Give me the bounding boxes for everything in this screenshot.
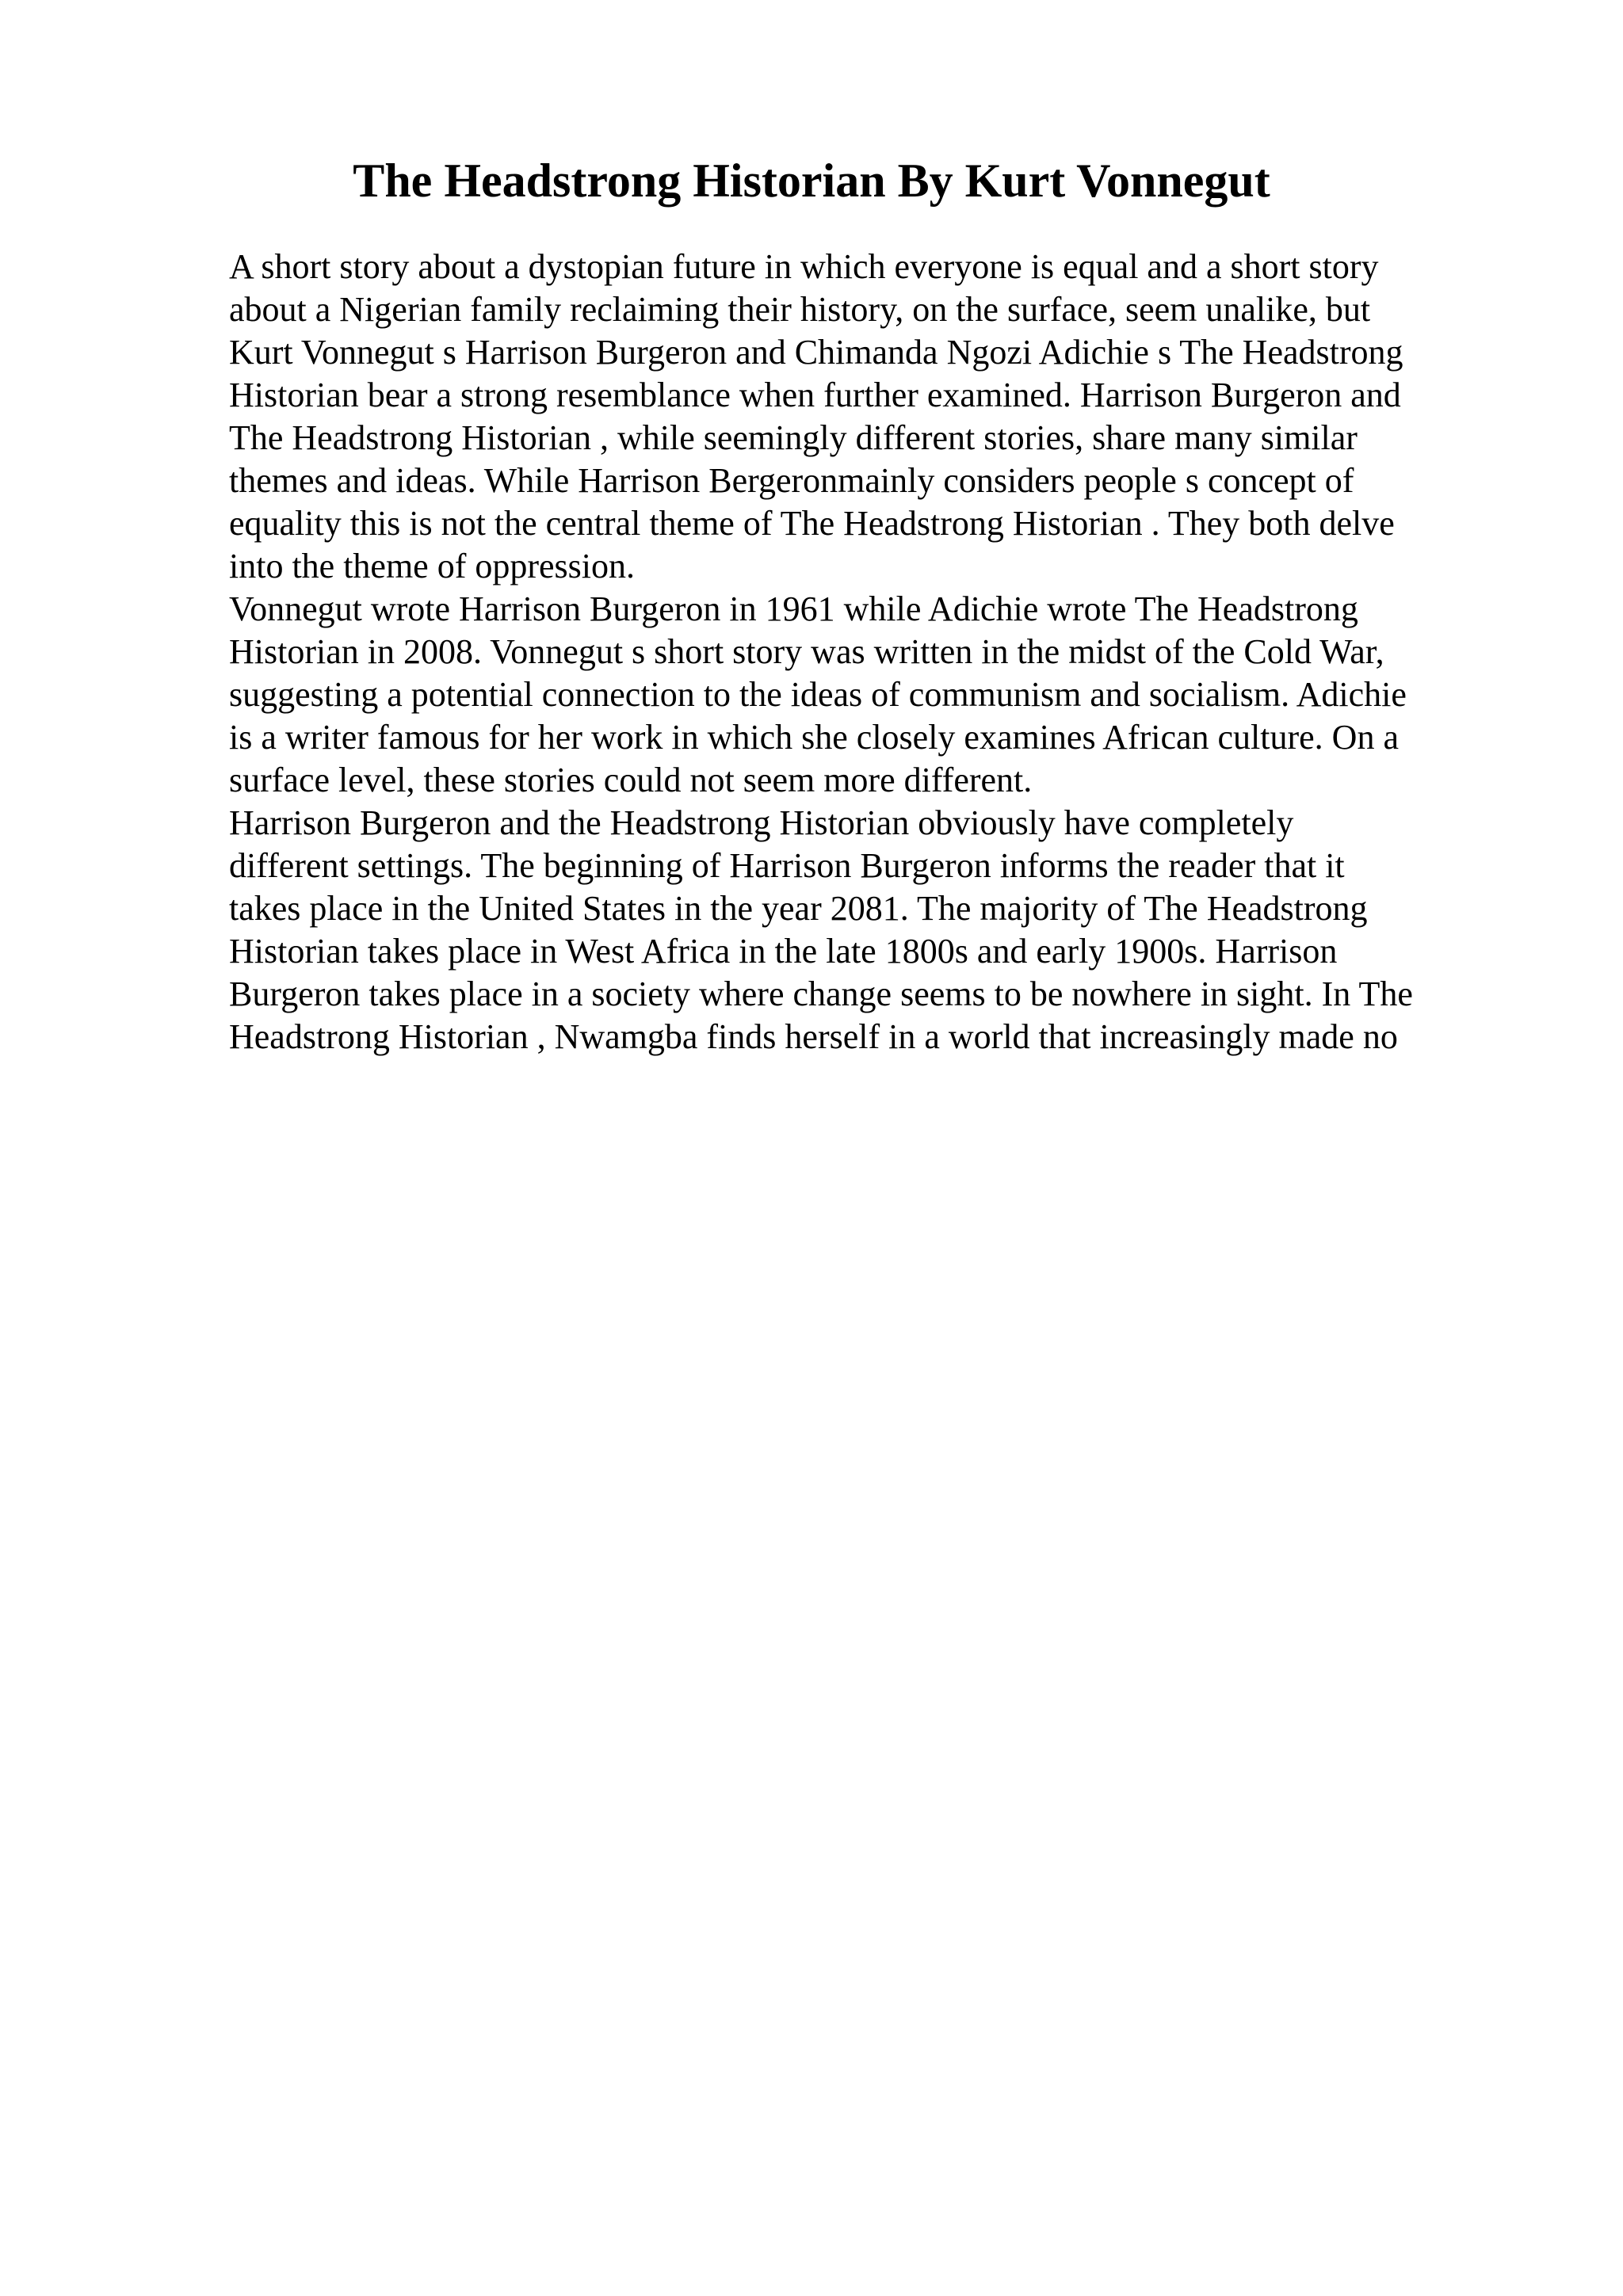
body-line: themes and ideas. While Harrison Bergeronmainly considers people s concept of [229,461,1354,500]
body-line: Harrison Burgeron and the Headstrong Historian obviously have completely [229,803,1294,842]
body-line: different settings. The beginning of Harrison Burgeron informs the reader that it [229,846,1345,885]
body-line: Historian bear a strong resemblance when further examined. Harrison Burgeron and [229,376,1401,414]
body-line: Historian in 2008. Vonnegut s short story was written in the midst of the Cold War, [229,632,1384,671]
body-line: equality this is not the central theme of The Headstrong Historian . They both delve [229,504,1395,543]
body-line: A short story about a dystopian future in which everyone is equal and a short story [229,247,1379,286]
body-line: suggesting a potential connection to the ideas of communism and socialism. Adichie [229,675,1407,714]
body-line: surface level, these stories could not seem more different. [229,761,1033,799]
document-body [229,246,1497,1058]
body-line: Kurt Vonnegut s Harrison Burgeron and Chimanda Ngozi Adichie s The Headstrong [229,333,1403,372]
body-line: Historian takes place in West Africa in the late 1800s and early 1900s. Harrison [229,932,1338,971]
body-line: Headstrong Historian , Nwamgba finds herself in a world that increasingly made no [229,1017,1398,1056]
body-line: takes place in the United States in the year 2081. The majority of The Headstrong [229,889,1368,928]
body-line: is a writer famous for her work in which she closely examines African culture. On a [229,718,1399,757]
body-line: Vonnegut wrote Harrison Burgeron in 1961 while Adichie wrote The Headstrong [229,589,1358,628]
body-line: about a Nigerian family reclaiming their history, on the surface, seem unalike, but [229,290,1371,329]
body-line: The Headstrong Historian , while seemingly different stories, share many similar [229,418,1358,457]
body-line: into the theme of oppression. [229,547,636,585]
body-line: Burgeron takes place in a society where change seems to be nowhere in sight. In The [229,974,1413,1013]
document-title: The Headstrong Historian By Kurt Vonnegut [353,154,1270,207]
